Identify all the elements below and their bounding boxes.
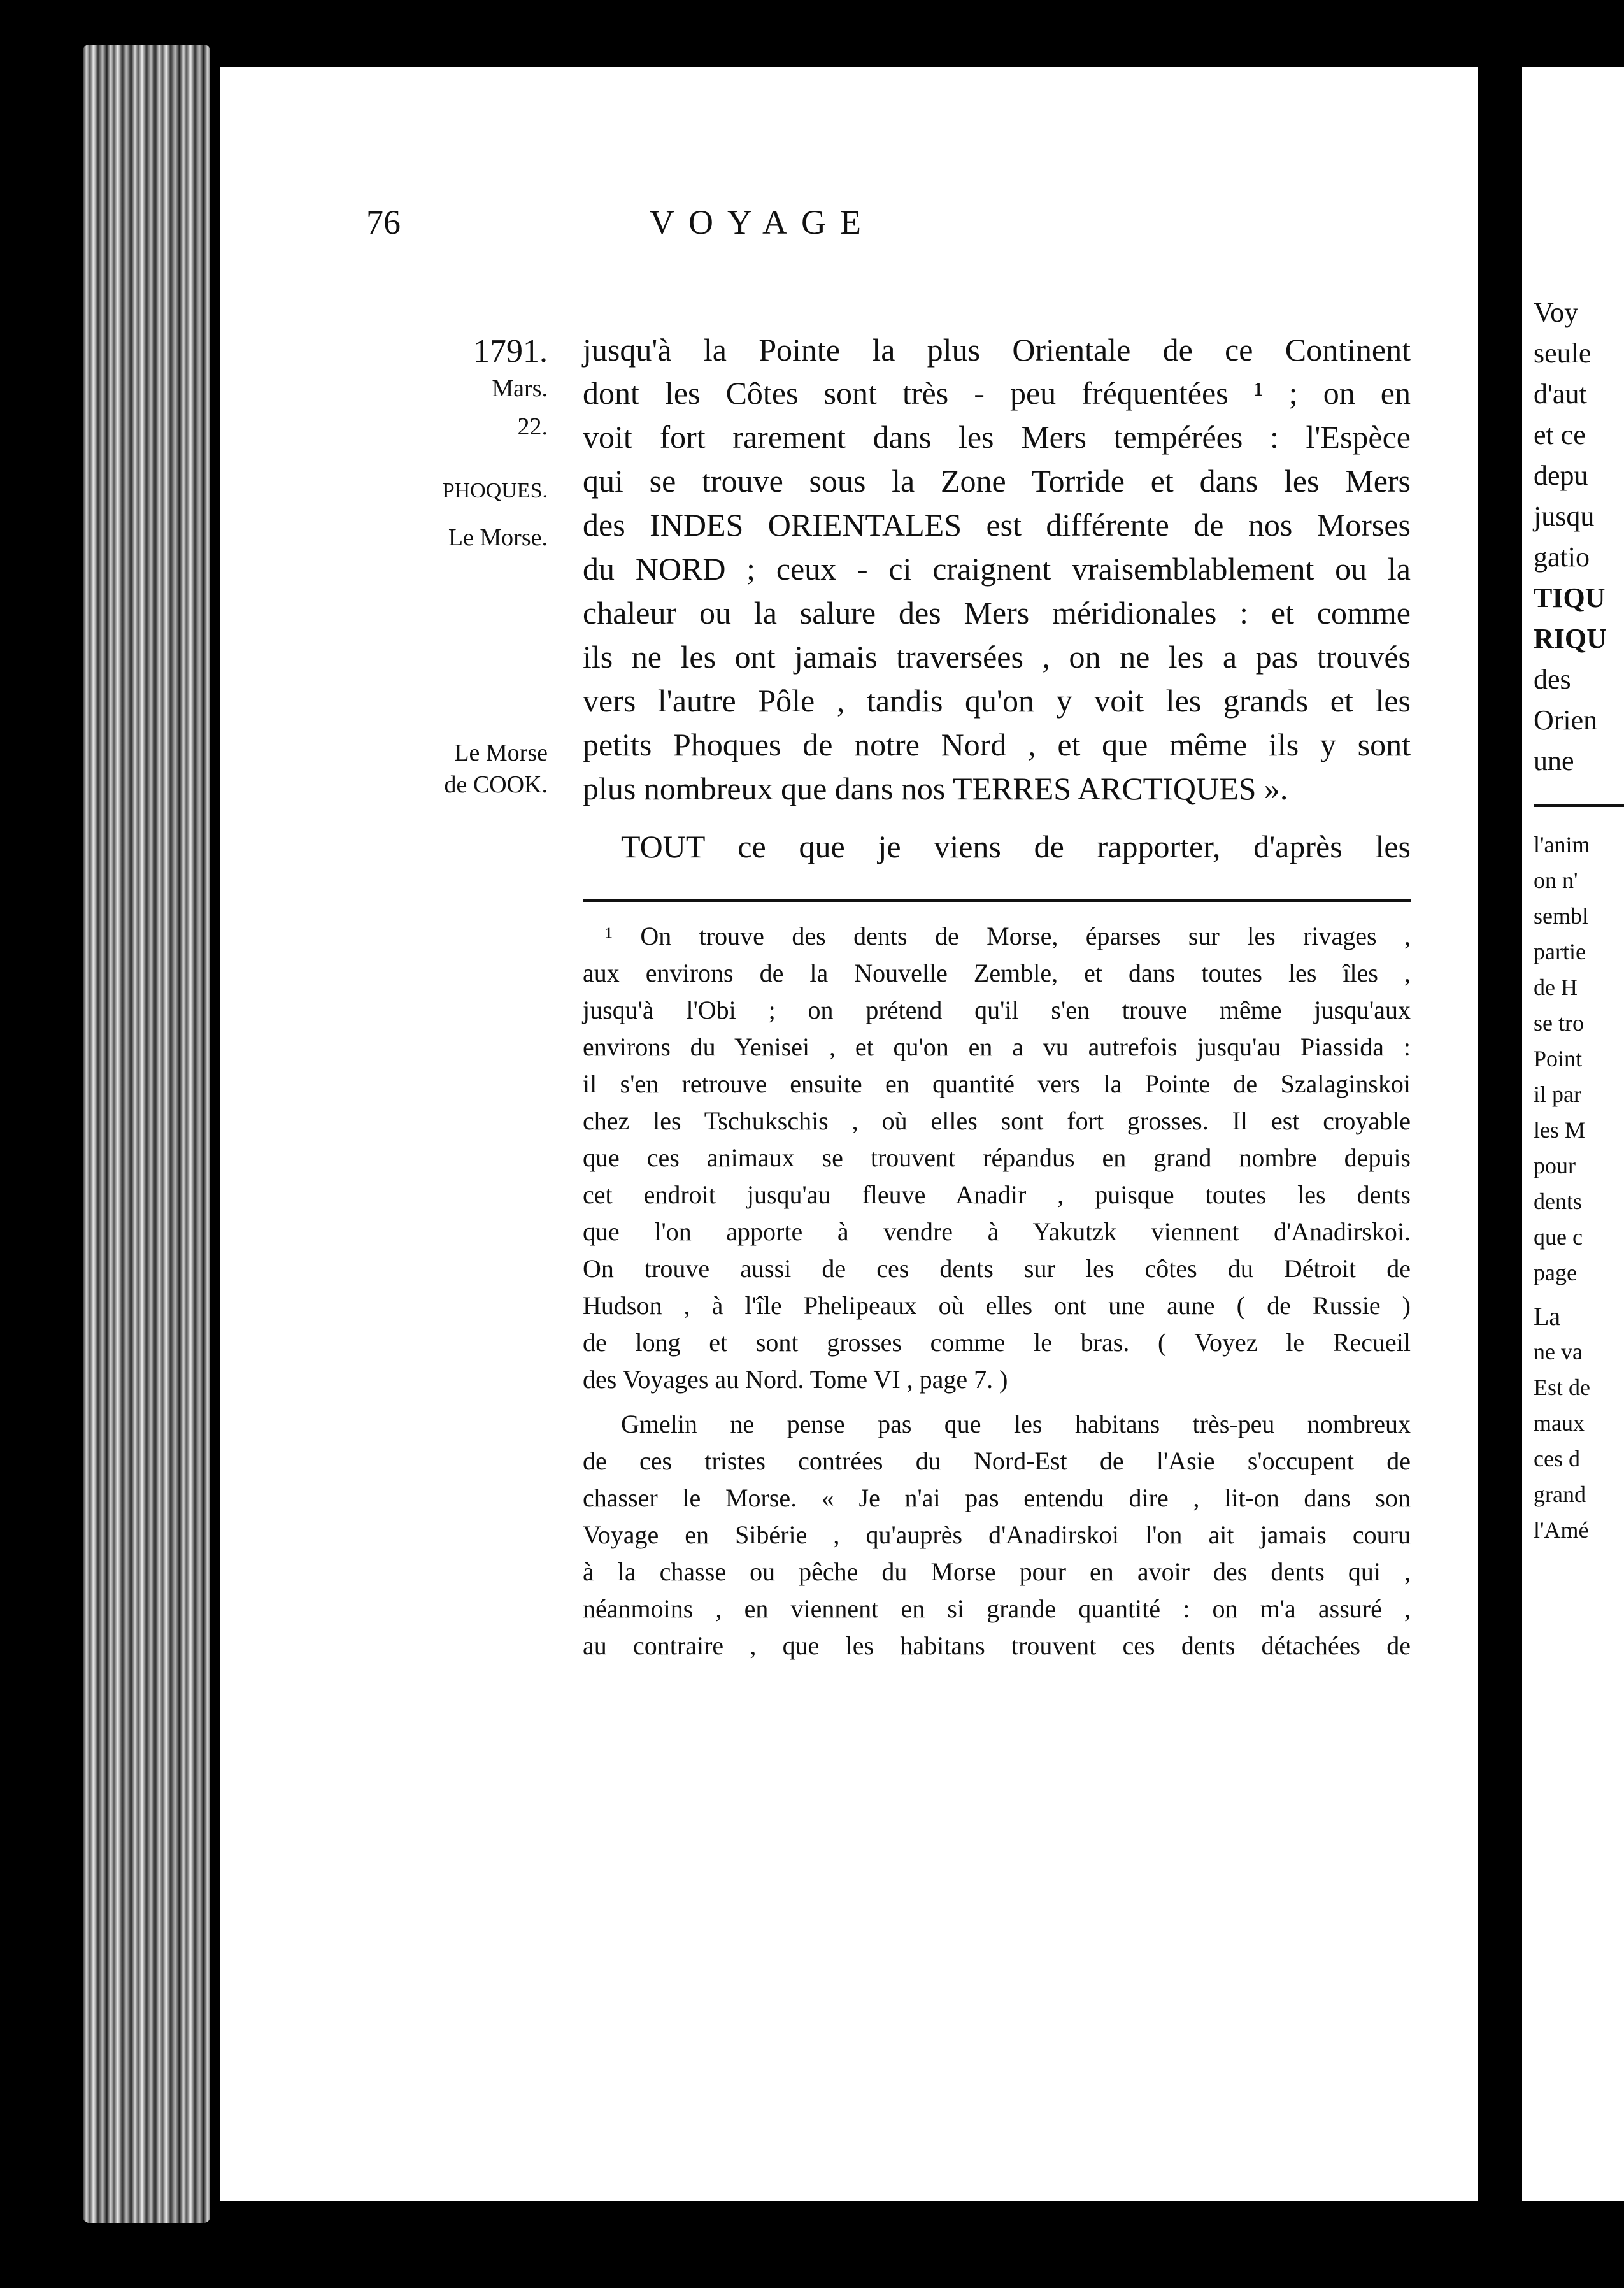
margin-subtopic: Le Morse. xyxy=(448,524,548,551)
body-line: plus nombreux que dans nos TERRES ARCTIQUES ». xyxy=(583,771,1288,806)
body-line: voit fort rarement dans les Mers tempérées : l'Espèce xyxy=(583,419,1411,455)
next-page-fragment: que c xyxy=(1534,1224,1583,1250)
footnote-line: à la chasse ou pêche du Morse pour en avoir des dents qui , xyxy=(583,1557,1411,1586)
next-page-fragment: Point xyxy=(1534,1046,1583,1071)
footnote-line: que l'on apporte à vendre à Yakutzk viennent d'Anadirskoi. xyxy=(583,1217,1411,1246)
footnote-line: jusqu'à l'Obi ; on prétend qu'il s'en trouve même jusqu'aux xyxy=(583,996,1411,1024)
next-page-fragment: Est de xyxy=(1534,1375,1590,1400)
footnote-separator xyxy=(583,899,1411,902)
body-line: jusqu'à la Pointe la plus Orientale de ce Continent xyxy=(583,332,1411,368)
next-page-fragment: Orien xyxy=(1534,704,1598,736)
body-line: qui se trouve sous la Zone Torride et dans les Mers xyxy=(583,463,1411,499)
footnote-line: Hudson , à l'île Phelipeaux où elles ont une aune ( de Russie ) xyxy=(583,1291,1411,1320)
footnote-line: ¹ On trouve des dents de Morse, éparses sur les rivages , xyxy=(605,922,1411,950)
footnote-line: de ces tristes contrées du Nord-Est de l'Asie s'occupent de xyxy=(583,1447,1411,1475)
footnote-line: cet endroit jusqu'au fleuve Anadir , puisque toutes les dents xyxy=(583,1180,1411,1209)
next-page-fragment: gatio xyxy=(1534,541,1590,573)
next-page-fragment: les M xyxy=(1534,1117,1585,1143)
next-page-fragment: l'anim xyxy=(1534,832,1590,857)
footnote-line: Gmelin ne pense pas que les habitans très-peu nombreux xyxy=(621,1410,1411,1438)
next-page-fragment: TIQU xyxy=(1534,582,1606,613)
next-page-rule xyxy=(1534,804,1624,807)
next-page-fragment: on n' xyxy=(1534,868,1578,893)
footnote-line: que ces animaux se trouvent répandus en grand nombre depuis xyxy=(583,1143,1411,1172)
next-page-fragment: jusqu xyxy=(1534,501,1595,532)
next-page-fragment: se tro xyxy=(1534,1010,1584,1036)
next-page-fragment: RIQU xyxy=(1534,623,1607,654)
next-page-fragment: il par xyxy=(1534,1082,1581,1107)
footnote-line: de long et sont grosses comme le bras. ( Voyez le Recueil xyxy=(583,1328,1411,1357)
margin-year: 1791. xyxy=(473,333,548,369)
next-page-fragment: sembl xyxy=(1534,903,1588,929)
footnote-line: des Voyages au Nord. Tome VI , page 7. ) xyxy=(583,1365,1008,1394)
next-page-edge xyxy=(1522,67,1624,2201)
next-page-fragment: partie xyxy=(1534,939,1586,964)
next-page-fragment: maux xyxy=(1534,1410,1585,1436)
next-page-fragment: ne va xyxy=(1534,1339,1583,1364)
footnote-line: chez les Tschukschis , où elles sont fort grosses. Il est croyable xyxy=(583,1106,1411,1135)
next-page-fragment: de H xyxy=(1534,975,1578,1000)
body-line: ils ne les ont jamais traversées , on ne les a pas trouvés xyxy=(583,639,1411,675)
margin-month: Mars. xyxy=(492,375,548,402)
body-line: des INDES ORIENTALES est différente de nos Morses xyxy=(583,507,1411,543)
body-line: vers l'autre Pôle , tandis qu'on y voit les grands et les xyxy=(583,683,1411,719)
footnote-line: On trouve aussi de ces dents sur les côtes du Détroit de xyxy=(583,1254,1411,1283)
next-page-fragment: des xyxy=(1534,664,1571,695)
next-page-fragment: et ce xyxy=(1534,419,1586,450)
body-line: chaleur ou la salure des Mers méridionales : et comme xyxy=(583,595,1411,631)
body-line: TOUT ce que je viens de rapporter, d'après les xyxy=(621,829,1411,864)
footnote-line: au contraire , que les habitans trouvent ces dents détachées de xyxy=(583,1631,1411,1660)
footnote-line: chasser le Morse. « Je n'ai pas entendu dire , lit-on dans son xyxy=(583,1484,1411,1512)
next-page-fragment: Voy xyxy=(1534,297,1579,328)
next-page-fragment: seule xyxy=(1534,338,1592,369)
margin-cook-line2: de COOK. xyxy=(444,771,548,798)
page-number: 76 xyxy=(366,203,401,241)
body-line: dont les Côtes sont très - peu fréquentées ¹ ; on en xyxy=(583,375,1411,411)
book-binding xyxy=(83,45,210,2223)
margin-cook-line1: Le Morse xyxy=(454,740,548,766)
margin-day: 22. xyxy=(517,413,548,440)
body-line: du NORD ; ceux - ci craignent vraisemblablement ou la xyxy=(583,551,1411,587)
footnote-line: aux environs de la Nouvelle Zemble, et dans toutes les îles , xyxy=(583,959,1411,987)
next-page-fragment: La xyxy=(1534,1302,1561,1331)
next-page-fragment: une xyxy=(1534,745,1574,776)
body-line: petits Phoques de notre Nord , et que même ils y sont xyxy=(583,727,1411,762)
next-page-fragment: l'Amé xyxy=(1534,1517,1589,1543)
margin-topic: PHOQUES. xyxy=(442,479,548,503)
next-page-fragment: dents xyxy=(1534,1189,1582,1214)
next-page-fragment: depu xyxy=(1534,460,1588,491)
running-title: VOYAGE xyxy=(650,203,875,241)
next-page-fragment: d'aut xyxy=(1534,378,1587,410)
next-page-fragment: ces d xyxy=(1534,1446,1580,1471)
footnote-line: il s'en retrouve ensuite en quantité vers la Pointe de Szalaginskoi xyxy=(583,1069,1411,1098)
next-page-fragment: page xyxy=(1534,1260,1577,1285)
footnote-line: Voyage en Sibérie , qu'auprès d'Anadirskoi l'on ait jamais couru xyxy=(583,1520,1411,1549)
footnote-line: environs du Yenisei , et qu'on en a vu autrefois jusqu'au Piassida : xyxy=(583,1033,1411,1061)
next-page-fragment: pour xyxy=(1534,1153,1576,1178)
footnote-line: néanmoins , en viennent en si grande quantité : on m'a assuré , xyxy=(583,1594,1411,1623)
next-page-fragment: grand xyxy=(1534,1482,1586,1507)
